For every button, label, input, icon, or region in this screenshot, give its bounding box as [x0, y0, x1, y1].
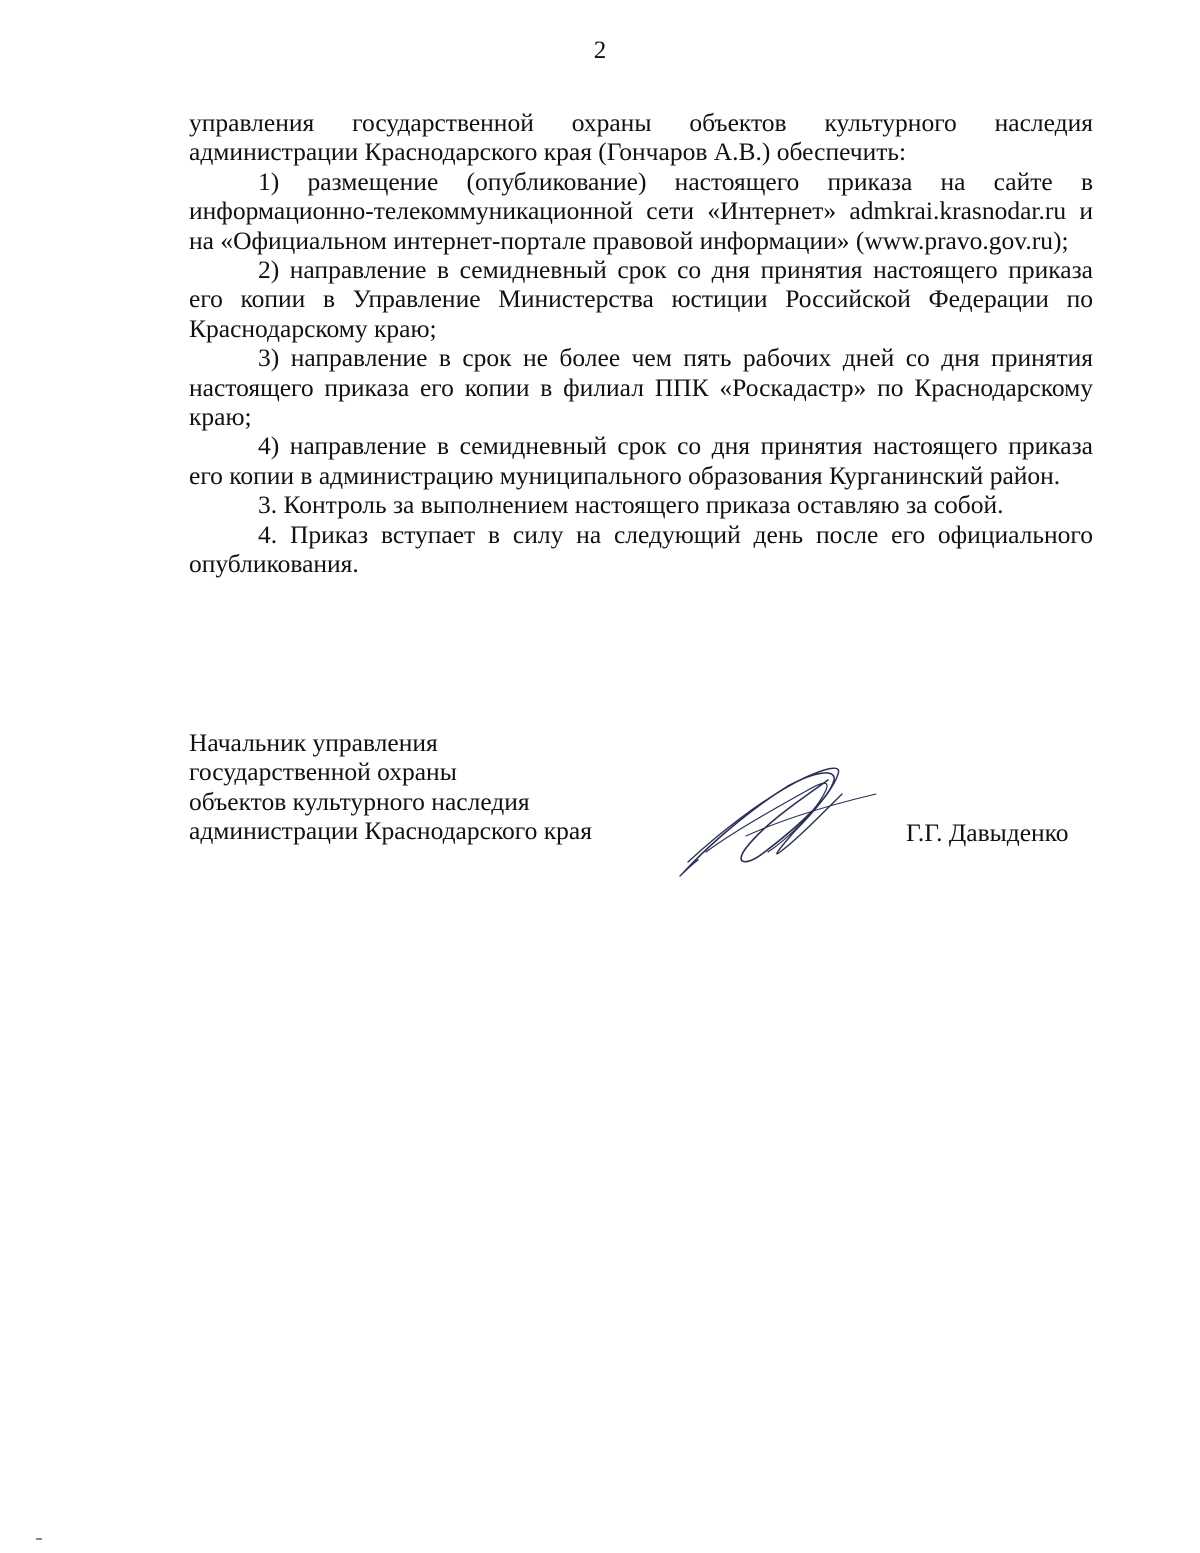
position-line: Начальник управления — [189, 728, 438, 757]
scan-artifact — [36, 1538, 42, 1540]
clause-3-paragraph: 3. Контроль за выполнением настоящего приказа оставляю за собой. — [258, 490, 1004, 520]
signatory-position — [189, 728, 689, 846]
list-item-1: 1) размещение (опубликование) настоящего приказа на сайте в информационно-телекоммуникационной сети «Интернет» admkrai.krasnodar.ru и на «Официальном интернет-портале правовой информации» (www.pravo.gov.ru); — [189, 166, 1093, 255]
position-line: объектов культурного наследия — [189, 786, 530, 816]
position-line: государственной охраны — [189, 757, 457, 787]
document-body — [189, 108, 1093, 579]
list-item-2: 2) направление в семидневный срок со дня принятия настоящего приказа его копии в Управление Министерства юстиции Российской Федерации по Краснодарскому краю; — [189, 255, 1093, 343]
position-line: администрации Краснодарского края — [189, 816, 592, 846]
list-item-4: 4) направление в семидневный срок со дня принятия настоящего приказа его копии в администрацию муниципального образования Курганинский район. — [189, 431, 1093, 490]
signer-name: Г.Г. Давыденко — [906, 818, 1069, 847]
clause-4-paragraph: 4. Приказ вступает в силу на следующий день после его официального опубликования. — [189, 519, 1093, 579]
body-intro-paragraph: управления государственной охраны объектов культурного наследия администрации Краснодарского края (Гончаров А.В.) обеспечить: — [189, 108, 1093, 167]
handwritten-signature — [676, 760, 886, 880]
list-item-3: 3) направление в срок не более чем пять рабочих дней со дня принятия настоящего приказа его копии в филиал ППК «Роскадастр» по Краснодарскому краю; — [189, 343, 1093, 432]
page-number: 2 — [593, 37, 607, 64]
